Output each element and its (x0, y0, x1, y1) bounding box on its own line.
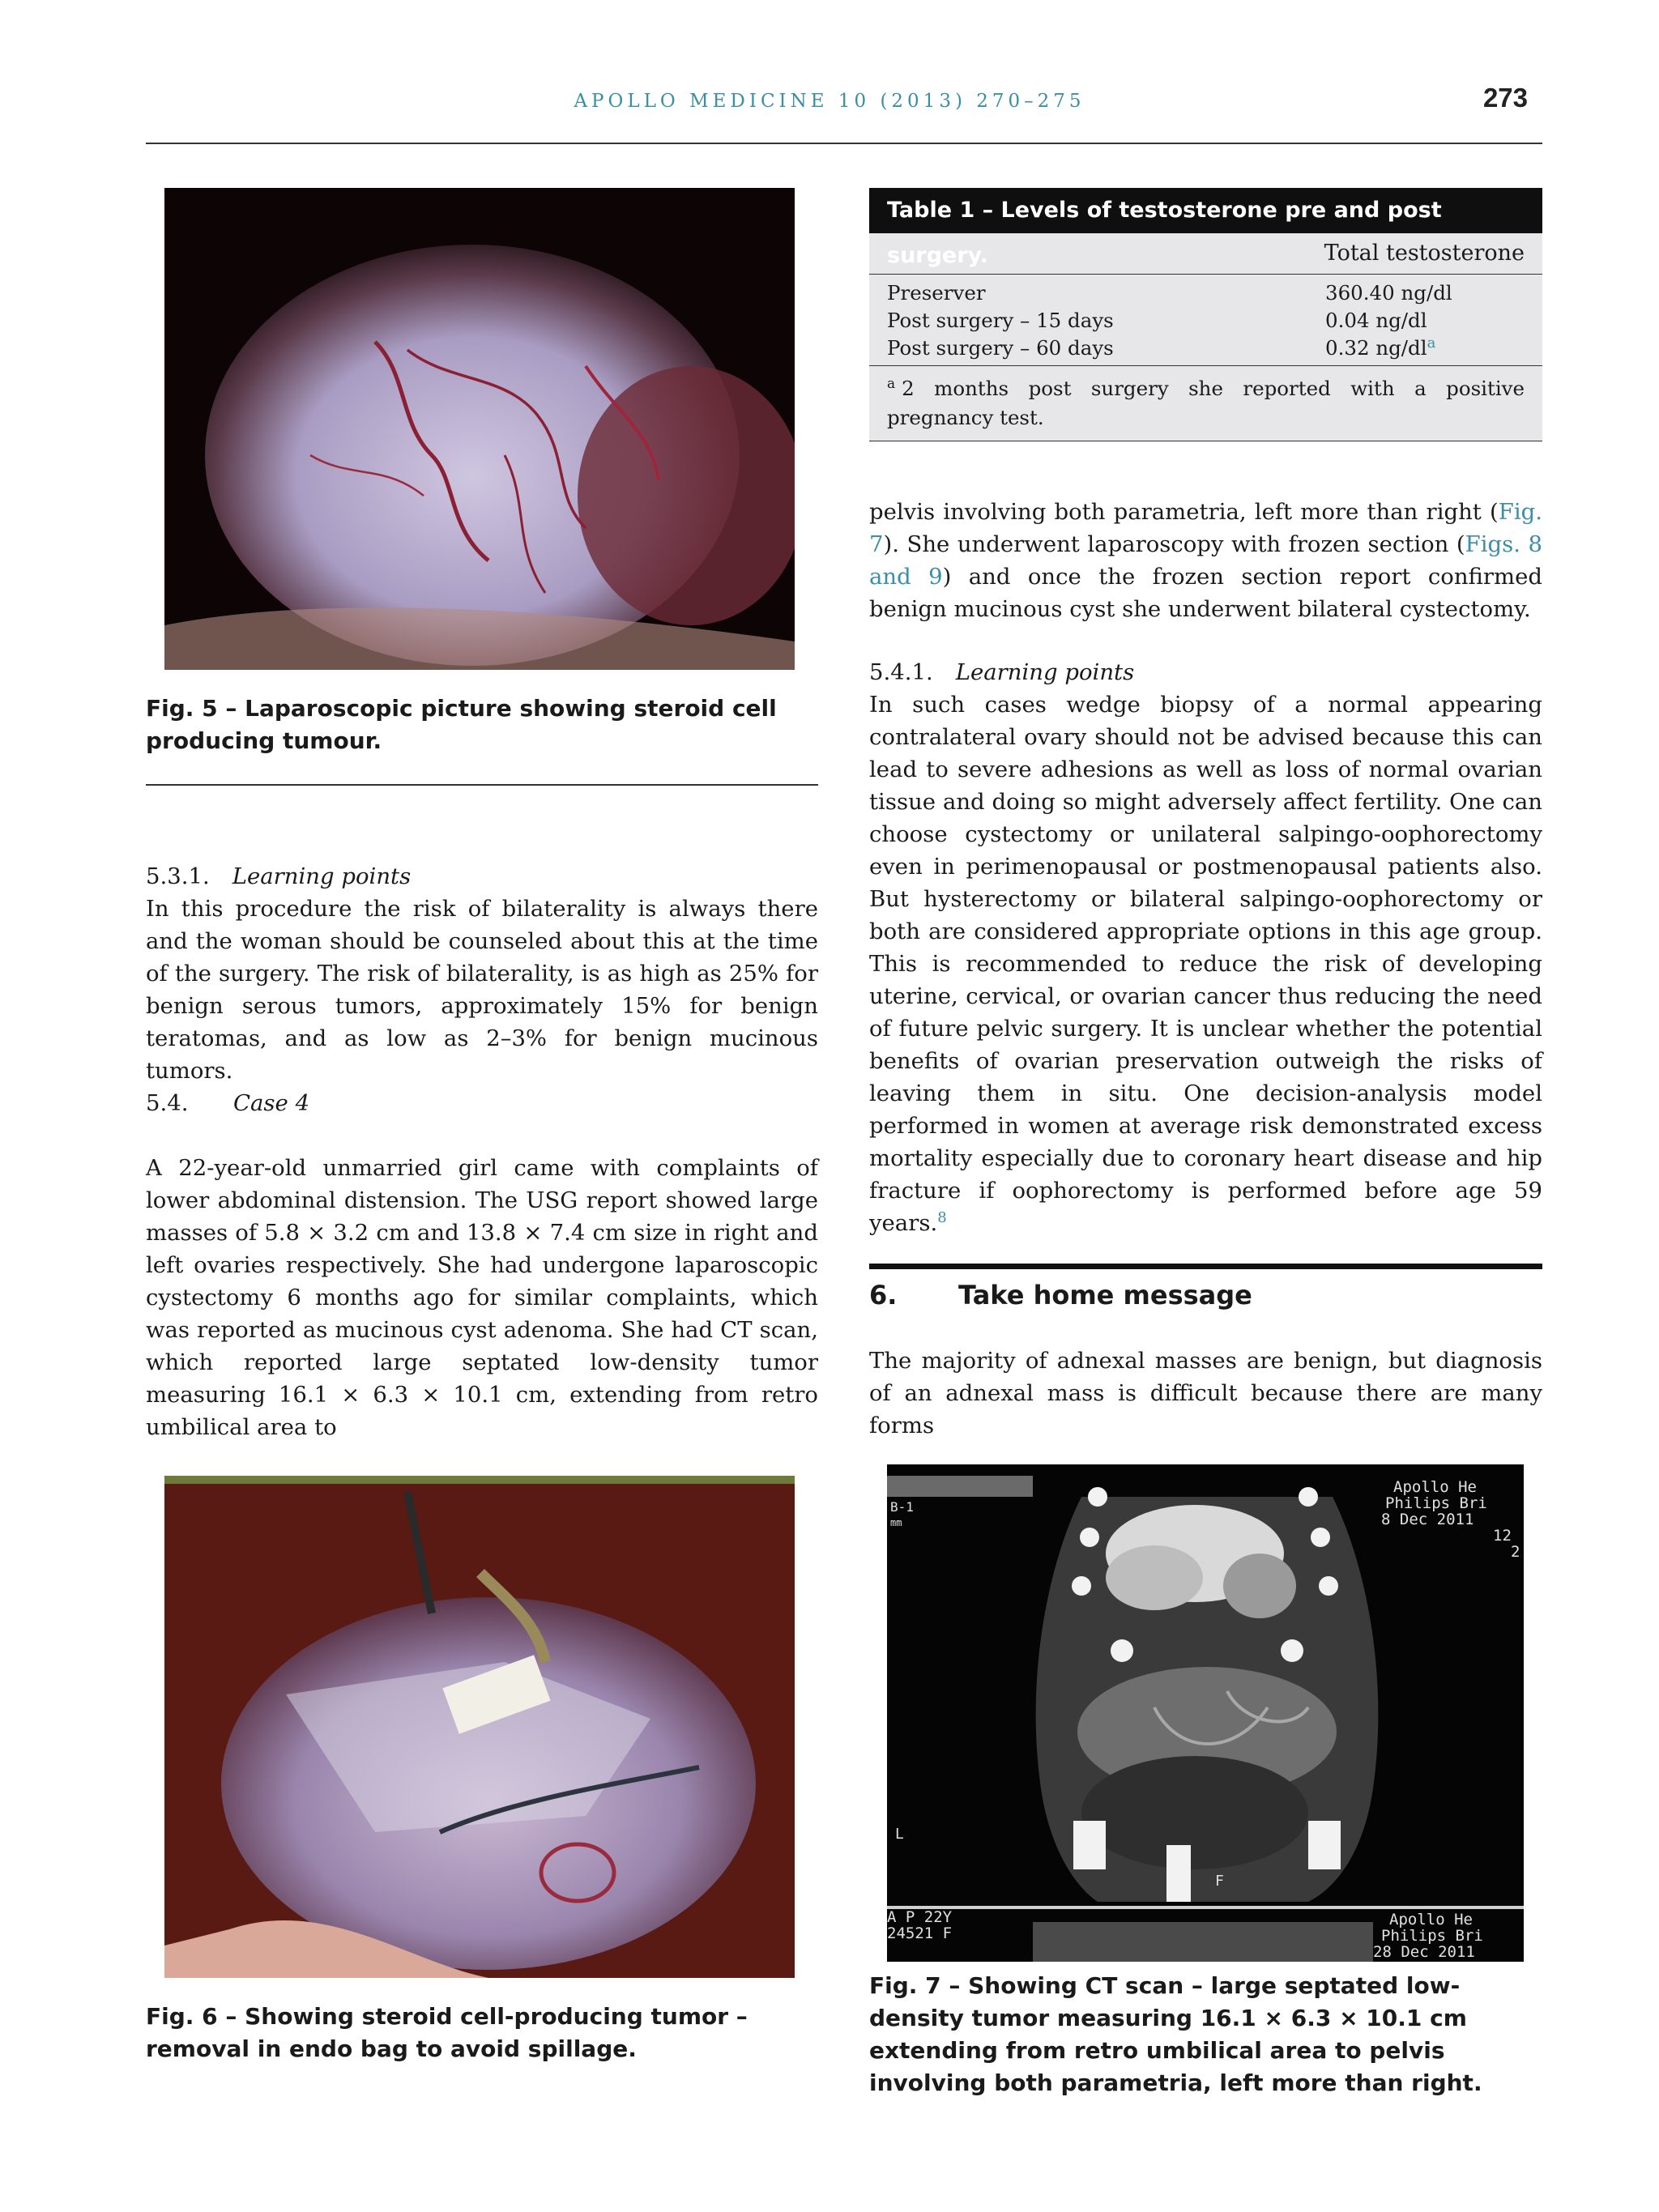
table-1-rows (869, 275, 1542, 366)
page-number: 273 (1482, 83, 1528, 113)
figure-6-caption: Fig. 6 – Showing steroid cell-producing tumor – removal in endo bag to avoid spillage. (146, 2003, 748, 2062)
table-1-title: Table 1 – Levels of testosterone pre and post surgery. (869, 188, 1542, 233)
table-row-value: 0.32 ng/dl (1325, 336, 1427, 360)
figure-5-image (164, 188, 795, 670)
ct-overlay-text: L (895, 1826, 904, 1843)
figure-5-caption: Fig. 5 – Laparoscopic picture showing steroid cell producing tumour. (146, 695, 777, 754)
ct-overlay-text: B-1 (890, 1499, 914, 1515)
ct-overlay-text: 24521 F (887, 1924, 953, 1942)
section-5-4-1-text (869, 688, 1542, 1239)
fig-7-link[interactable]: Fig. 7 (869, 499, 1542, 557)
ct-overlay-text: A P 22Y (887, 1908, 953, 1926)
ct-overlay-text: F (1215, 1873, 1224, 1890)
footnote-mark[interactable]: a (1427, 334, 1436, 352)
section-5-3-1-text: In this procedure the risk of bilaterality is always there and the woman should be counseled about this at the time of the surgery. The risk of bilaterality, is as high as 25% for benign serous tumors, approximately 15% for benign teratomas, and as low as 2–3% for benign mucinous tumors. (146, 896, 818, 1084)
ct-overlay-text: 2 (1511, 1543, 1520, 1561)
ct-overlay-text: Philips Bri (1381, 1927, 1483, 1945)
section-number: 5.4.1. (869, 659, 933, 685)
section-title: Learning points (955, 659, 1135, 685)
footnote-text: 2 months post surgery she reported with a positive pregnancy test. (887, 377, 1525, 429)
section-5-4-heading (146, 1087, 309, 1119)
table-row-value-cell (1325, 335, 1486, 362)
section-5-3-1-heading (146, 860, 411, 893)
section-5-4-1-heading (869, 656, 1134, 688)
section-6-text: The majority of adnexal masses are benign, but diagnosis of an adnexal mass is difficult because there are many forms (869, 1348, 1542, 1438)
ct-overlay-text: Philips Bri (1385, 1494, 1487, 1512)
table-1-column-header: Total testosterone (869, 233, 1542, 275)
text-run: In such cases wedge biopsy of a normal appearing contralateral ovary should not be advised because this can lead to severe adhesions as well as loss of normal ovarian tissue and doing so might adversely affect fertility. One can choose cystectomy or unilateral salpingo-oophorectomy even in perimenopausal or postmenopausal patients also. But hysterectomy or bilateral salpingo-oophorectomy or both are considered appropriate options in this age group. This is recommended to reduce the risk of developing uterine, cervical, or ovarian cancer thus reducing the need of future pelvic surgery. It is unclear whether the potential benefits of ovarian preservation outweigh the risks of leaving them in situ. One decision-analysis model performed in women at average risk demonstrated excess mortality especially due to coronary heart disease and hip fracture if oophorectomy is performed before age 59 years. (869, 692, 1542, 1236)
table-row-label: Preserver (887, 281, 986, 305)
ct-overlay-text: Apollo He (1393, 1478, 1477, 1496)
ct-overlay-text: 12 (1493, 1527, 1512, 1545)
text-run: ). She underwent laparoscopy with frozen section ( (883, 531, 1465, 557)
section-title: Case 4 (233, 1090, 310, 1116)
text-run: pelvis involving both parametria, left more than right ( (869, 499, 1499, 525)
ct-overlay-text: mm (890, 1517, 902, 1528)
table-row-label: Post surgery – 60 days (887, 336, 1114, 360)
text-run: ) and once the frozen section report confirmed benign mucinous cyst she underwent bilateral cystectomy. (869, 564, 1542, 622)
header-rule (146, 143, 1542, 144)
section-number: 5.3.1. (146, 863, 210, 889)
figure-7-image (887, 1464, 1524, 1962)
table-row-label: Post surgery – 15 days (887, 309, 1114, 332)
section-number: 5.4. (146, 1090, 189, 1116)
ct-overlay-text: Apollo He (1389, 1911, 1473, 1929)
footnote-mark: a (887, 375, 896, 392)
reference-8-link[interactable]: 8 (937, 1208, 947, 1226)
running-head: APOLLO MEDICINE 10 (2013) 270–275 (574, 91, 1085, 112)
ct-overlay-text: 28 Dec 2011 (1373, 1943, 1475, 1961)
table-1-footnote (869, 366, 1542, 441)
figure-5-rule (146, 784, 818, 786)
case-4-text: A 22-year-old unmarried girl came with complaints of lower abdominal distension. The USG report showed large masses of 5.8 × 3.2 cm and 13.8 × 7.4 cm size in right and left ovaries respectively. She had undergone laparoscopic cystectomy 6 months ago for similar complaints, which was reported as mucinous cyst adenoma. She had CT scan, which reported large septated low-density tumor measuring 16.1 × 6.3 × 10.1 cm, extending from retro umbilical area to (146, 1155, 818, 1440)
section-number: 6. (869, 1280, 898, 1311)
table-row-value: 360.40 ng/dl (1325, 281, 1452, 305)
figure-7-caption: Fig. 7 – Showing CT scan – large septated low-density tumor measuring 16.1 × 6.3 × 10.1 cm extending from retro umbilical area to pelvis involving both parametria, left more than right. (869, 1972, 1482, 2096)
case-4-continuation (869, 496, 1542, 625)
section-6-heading (869, 1276, 1252, 1314)
section-title: Learning points (232, 863, 412, 889)
table-row (869, 335, 1542, 362)
table-row (869, 307, 1542, 335)
section-title: Take home message (958, 1280, 1252, 1311)
figs-8-9-link[interactable]: Figs. 8 and 9 (869, 531, 1542, 590)
table-row (869, 279, 1542, 307)
table-1 (869, 188, 1542, 441)
table-row-value: 0.04 ng/dl (1325, 309, 1427, 332)
figure-6-image (164, 1476, 795, 1978)
section-6-rule (869, 1264, 1542, 1269)
ct-overlay-text: 8 Dec 2011 (1381, 1511, 1474, 1528)
